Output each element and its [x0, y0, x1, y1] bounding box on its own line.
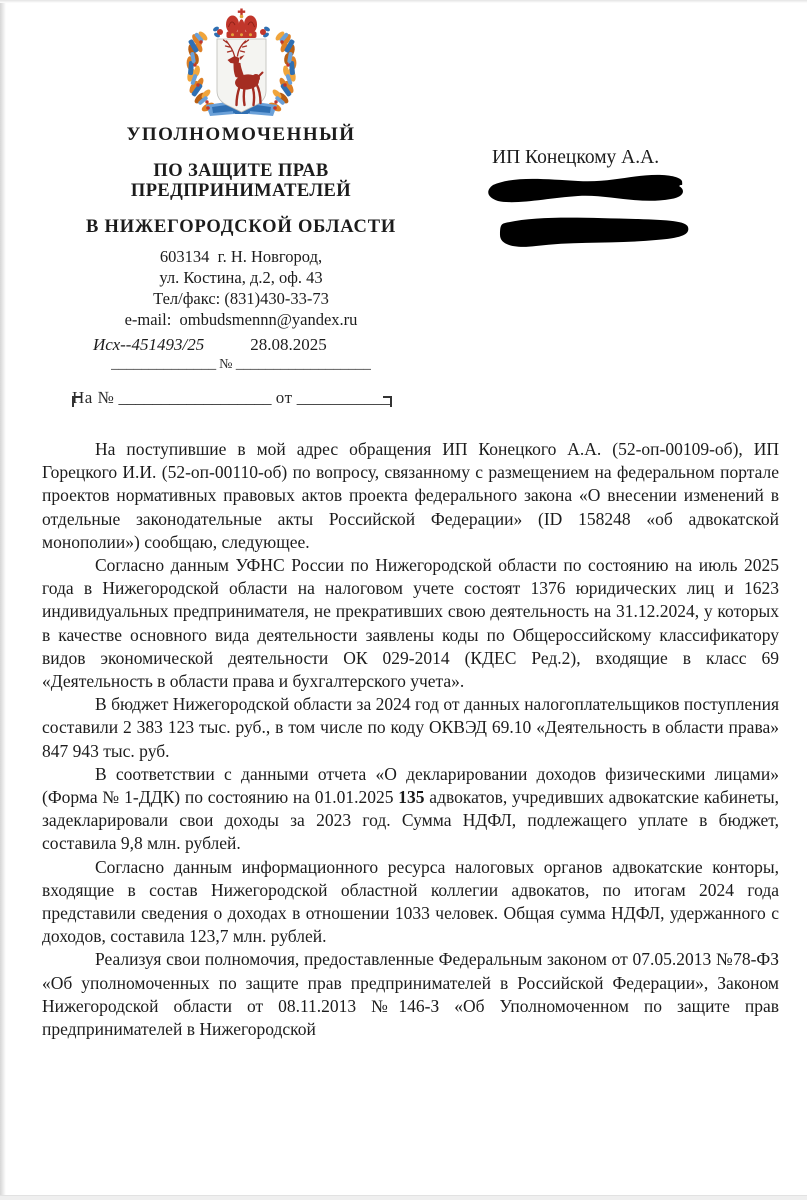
- org-name-line3: В НИЖЕГОРОДСКОЙ ОБЛАСТИ: [85, 217, 397, 237]
- contact-block: [45, 246, 437, 330]
- address-corner-mark-right: [383, 396, 392, 407]
- body-paragraph-1: На поступившие в мой адрес обращения ИП Конецкого А.А. (52-оп-00109-об), ИП Горецкого И.И. (52-оп-00110-об) по вопросу, связанному с размещением на федеральном портале проектов нормативных правовых актов проекта федерального закона «О внесении изменений в отдельные законодательные акты Российской Федерации» (ID 158248 «об адвокатской монополии») сообщаю, следующее.: [42, 439, 779, 552]
- incoming-number-blank: __________________: [118, 388, 272, 407]
- body-paragraph-3: В бюджет Нижегородской области за 2024 год от данных налогоплательщиков поступления составили 2 383 123 тыс. руб., в том числе по коду ОКВЭД 69.10 «Деятельность в области права» 847 943 тыс. руб.: [42, 694, 779, 761]
- p4-text-after: адвокатов, учредивших адвокатские кабинеты, задекларировали свои доходы за 2023 год. Сумма НДФЛ, подлежащего уплате в бюджет, составила 9,8 млн. рублей.: [42, 787, 779, 854]
- letter-body: [42, 438, 779, 1041]
- numero-blank-row: [45, 355, 437, 374]
- body-paragraph-4: [42, 763, 779, 856]
- outgoing-number: Исх--451493/25: [93, 335, 205, 354]
- redaction-bar: [486, 172, 688, 208]
- recipient-name: ИП Конецкому А.А.: [492, 147, 660, 168]
- incoming-from-label: от: [275, 388, 293, 407]
- org-name-line1: УПОЛНОМОЧЕННЫЙ: [126, 124, 356, 145]
- numero-sign: №: [219, 357, 233, 372]
- scan-shadow-top: [0, 0, 807, 3]
- outgoing-reference-row: [45, 335, 437, 355]
- org-name-line2: ПО ЗАЩИТЕ ПРАВ ПРЕДПРИНИМАТЕЛЕЙ: [130, 161, 352, 201]
- p4-bold-number: 135: [398, 787, 425, 808]
- laurel-right: [267, 30, 297, 113]
- incoming-date-blank: ___________: [296, 388, 391, 407]
- body-paragraph-5: Согласно данным информационного ресурса налоговых органов адвокатские конторы, входящие в состав Нижегородской областной коллегии адвокатов, по итогам 2024 года представили сведения о доходах в отношении 1033 человек. Общая сумма НДФЛ, удержанного с доходов, составила 123,7 млн. рублей.: [42, 856, 779, 947]
- scan-shadow-bottom: [0, 1195, 807, 1200]
- letterhead: [45, 8, 437, 409]
- p4-text-before: В соответствии с данными отчета «О декларировании доходов физическими лицами» (Форма № 1-ДДК) по состоянию на 01.01.2025: [42, 763, 779, 808]
- numero-blank-right: __________________: [235, 356, 371, 372]
- incoming-label: На №: [72, 388, 115, 407]
- redaction-bar: [496, 213, 694, 250]
- body-paragraph-2: Согласно данным УФНС России по Нижегородской области по состоянию на июль 2025 года в Нижегородской области на налоговом учете состоят 1376 юридических лиц и 1623 индивидуальных предпринимателя, не прекративших свою деятельность на 31.12.2024, у которых в качестве основного вида деятельности заявлены коды по Общероссийскому классификатору видов экономической деятельности ОК 029-2014 (КДЕС Ред.2), входящие в класс 69 «Деятельность в области права и бухгалтерского учета».: [42, 555, 779, 692]
- email: e-mail: ombudsmennn@yandex.ru: [124, 310, 358, 329]
- outgoing-date: 28.08.2025: [250, 335, 327, 354]
- nizhny-novgorod-coat-of-arms-icon: [185, 8, 298, 120]
- phone-fax: Тел/факс: (831)430-33-73: [153, 289, 329, 308]
- body-paragraph-6: Реализуя свои полномочия, предоставленные Федеральным законом от 07.05.2013 №78-ФЗ «Об уполномоченных по защите прав предпринимателей в Российской Федерации», Законом Нижегородской области от 08.11.2013 №146-З «Об Уполномоченном по защите прав предпринимателей в Нижегородской: [42, 949, 779, 1040]
- numero-blank-left: ______________: [111, 356, 217, 372]
- postal-address-line1: 603134 г. Н. Новгород,: [159, 247, 323, 266]
- incoming-reference-row: [45, 387, 437, 409]
- laurel-left: [185, 30, 215, 113]
- postal-address-line2: ул. Костина, д.2, оф. 43: [159, 268, 323, 287]
- scan-shadow-left: [0, 0, 6, 1200]
- address-corner-mark-left: [72, 396, 81, 407]
